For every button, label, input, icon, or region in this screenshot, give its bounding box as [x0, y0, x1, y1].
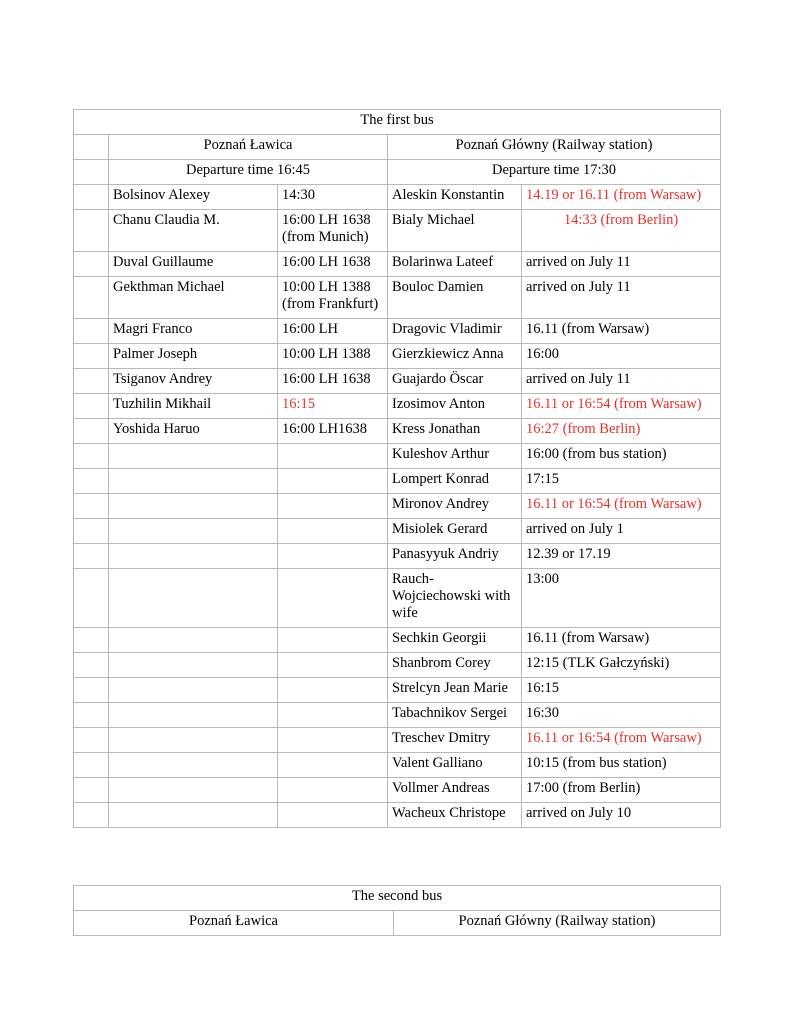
arrival-time: 16.11 or 16:54 (from Warsaw) — [522, 728, 721, 753]
spacer-cell — [74, 160, 109, 185]
passenger-name: Yoshida Haruo — [109, 419, 278, 444]
arrival-time — [278, 494, 388, 519]
passenger-name: Mironov Andrey — [388, 494, 522, 519]
table-row — [74, 394, 721, 419]
passenger-name: Duval Guillaume — [109, 252, 278, 277]
arrival-time: 14:30 — [278, 185, 388, 210]
arrival-time: 16.11 or 16:54 (from Warsaw) — [522, 394, 721, 419]
passenger-name: Lompert Konrad — [388, 469, 522, 494]
passenger-name — [109, 678, 278, 703]
table-row — [74, 519, 721, 544]
table-row — [74, 778, 721, 803]
table-row — [74, 653, 721, 678]
arrival-time: 13:00 — [522, 569, 721, 628]
passenger-name: Izosimov Anton — [388, 394, 522, 419]
arrival-time: 16.11 (from Warsaw) — [522, 319, 721, 344]
arrival-time — [278, 519, 388, 544]
arrival-time: 16.11 (from Warsaw) — [522, 628, 721, 653]
passenger-name: Tabachnikov Sergei — [388, 703, 522, 728]
passenger-name: Tuzhilin Mikhail — [109, 394, 278, 419]
arrival-time: arrived on July 1 — [522, 519, 721, 544]
arrival-time: arrived on July 11 — [522, 252, 721, 277]
passenger-name — [109, 519, 278, 544]
table-row — [74, 544, 721, 569]
passenger-name: Shanbrom Corey — [388, 653, 522, 678]
first-bus-right-departure: Departure time 17:30 — [388, 160, 721, 185]
arrival-time: 16:00 LH 1638 — [278, 369, 388, 394]
arrival-time — [278, 803, 388, 828]
second-bus-left-header: Poznań Ławica — [74, 911, 394, 936]
first-bus-title: The first bus — [74, 110, 721, 135]
arrival-time — [278, 653, 388, 678]
arrival-time: 12:15 (TLK Gałczyński) — [522, 653, 721, 678]
arrival-time: 16:15 — [278, 394, 388, 419]
table-row — [74, 494, 721, 519]
passenger-name: Wacheux Christope — [388, 803, 522, 828]
arrival-time: 16:00 (from bus station) — [522, 444, 721, 469]
passenger-name: Chanu Claudia M. — [109, 210, 278, 252]
passenger-name: Kuleshov Arthur — [388, 444, 522, 469]
arrival-time: 17:00 (from Berlin) — [522, 778, 721, 803]
arrival-time: 10:00 LH 1388 (from Frankfurt) — [278, 277, 388, 319]
table-row — [74, 444, 721, 469]
arrival-time — [278, 703, 388, 728]
arrival-time: 14:33 (from Berlin) — [522, 210, 721, 252]
passenger-name — [109, 753, 278, 778]
arrival-time: 16:30 — [522, 703, 721, 728]
table-row — [74, 185, 721, 210]
passenger-name: Sechkin Georgii — [388, 628, 522, 653]
passenger-name: Magri Franco — [109, 319, 278, 344]
table-row — [74, 628, 721, 653]
arrival-time: arrived on July 11 — [522, 369, 721, 394]
arrival-time: 16:00 LH 1638 — [278, 252, 388, 277]
passenger-name: Bouloc Damien — [388, 277, 522, 319]
arrival-time: 16.11 or 16:54 (from Warsaw) — [522, 494, 721, 519]
second-bus-right-header: Poznań Główny (Railway station) — [394, 911, 721, 936]
passenger-name: Bolarinwa Lateef — [388, 252, 522, 277]
passenger-name: Aleskin Konstantin — [388, 185, 522, 210]
passenger-name: Bialy Michael — [388, 210, 522, 252]
second-bus-title: The second bus — [74, 886, 721, 911]
passenger-name: Gekthman Michael — [109, 277, 278, 319]
passenger-name: Valent Galliano — [388, 753, 522, 778]
first-bus-left-header: Poznań Ławica — [109, 135, 388, 160]
table-row — [74, 569, 721, 628]
arrival-time: 16:00 — [522, 344, 721, 369]
table-row — [74, 419, 721, 444]
spacer-cell — [74, 135, 109, 160]
passenger-name: Treschev Dmitry — [388, 728, 522, 753]
arrival-time — [278, 544, 388, 569]
table-row — [74, 803, 721, 828]
table-row — [74, 369, 721, 394]
arrival-time — [278, 778, 388, 803]
passenger-name: Gierzkiewicz Anna — [388, 344, 522, 369]
arrival-time: 16:00 LH 1638 (from Munich) — [278, 210, 388, 252]
second-bus-table — [73, 885, 721, 936]
first-bus-left-departure: Departure time 16:45 — [109, 160, 388, 185]
table-row — [74, 728, 721, 753]
passenger-name — [109, 469, 278, 494]
arrival-time — [278, 678, 388, 703]
passenger-name — [109, 778, 278, 803]
table-row — [74, 344, 721, 369]
table-row — [74, 252, 721, 277]
passenger-name — [109, 628, 278, 653]
table-row — [74, 469, 721, 494]
table-row — [74, 678, 721, 703]
table-row — [74, 753, 721, 778]
passenger-name: Guajardo Öscar — [388, 369, 522, 394]
passenger-name — [109, 444, 278, 469]
passenger-name: Palmer Joseph — [109, 344, 278, 369]
arrival-time: 16:27 (from Berlin) — [522, 419, 721, 444]
arrival-time — [278, 469, 388, 494]
passenger-name: Panasyyuk Andriy — [388, 544, 522, 569]
arrival-time — [278, 569, 388, 628]
passenger-name — [109, 544, 278, 569]
arrival-time: 16:15 — [522, 678, 721, 703]
passenger-name: Vollmer Andreas — [388, 778, 522, 803]
passenger-name: Kress Jonathan — [388, 419, 522, 444]
passenger-name: Misiolek Gerard — [388, 519, 522, 544]
passenger-name — [109, 494, 278, 519]
arrival-time — [278, 728, 388, 753]
table-row — [74, 210, 721, 252]
first-bus-right-header: Poznań Główny (Railway station) — [388, 135, 721, 160]
arrival-time: 12.39 or 17.19 — [522, 544, 721, 569]
table-row — [74, 277, 721, 319]
passenger-name: Rauch-Wojciechowski with wife — [388, 569, 522, 628]
arrival-time: 14.19 or 16.11 (from Warsaw) — [522, 185, 721, 210]
passenger-name: Tsiganov Andrey — [109, 369, 278, 394]
arrival-time — [278, 444, 388, 469]
arrival-time: 10:15 (from bus station) — [522, 753, 721, 778]
arrival-time: arrived on July 10 — [522, 803, 721, 828]
arrival-time: 10:00 LH 1388 — [278, 344, 388, 369]
passenger-name — [109, 569, 278, 628]
passenger-name: Bolsinov Alexey — [109, 185, 278, 210]
first-bus-table — [73, 109, 721, 828]
arrival-time — [278, 753, 388, 778]
arrival-time — [278, 628, 388, 653]
passenger-name — [109, 803, 278, 828]
passenger-name — [109, 703, 278, 728]
arrival-time: 17:15 — [522, 469, 721, 494]
arrival-time: 16:00 LH1638 — [278, 419, 388, 444]
table-row — [74, 703, 721, 728]
passenger-name: Strelcyn Jean Marie — [388, 678, 522, 703]
arrival-time: arrived on July 11 — [522, 277, 721, 319]
passenger-name — [109, 653, 278, 678]
passenger-name: Dragovic Vladimir — [388, 319, 522, 344]
passenger-name — [109, 728, 278, 753]
table-row — [74, 319, 721, 344]
arrival-time: 16:00 LH — [278, 319, 388, 344]
